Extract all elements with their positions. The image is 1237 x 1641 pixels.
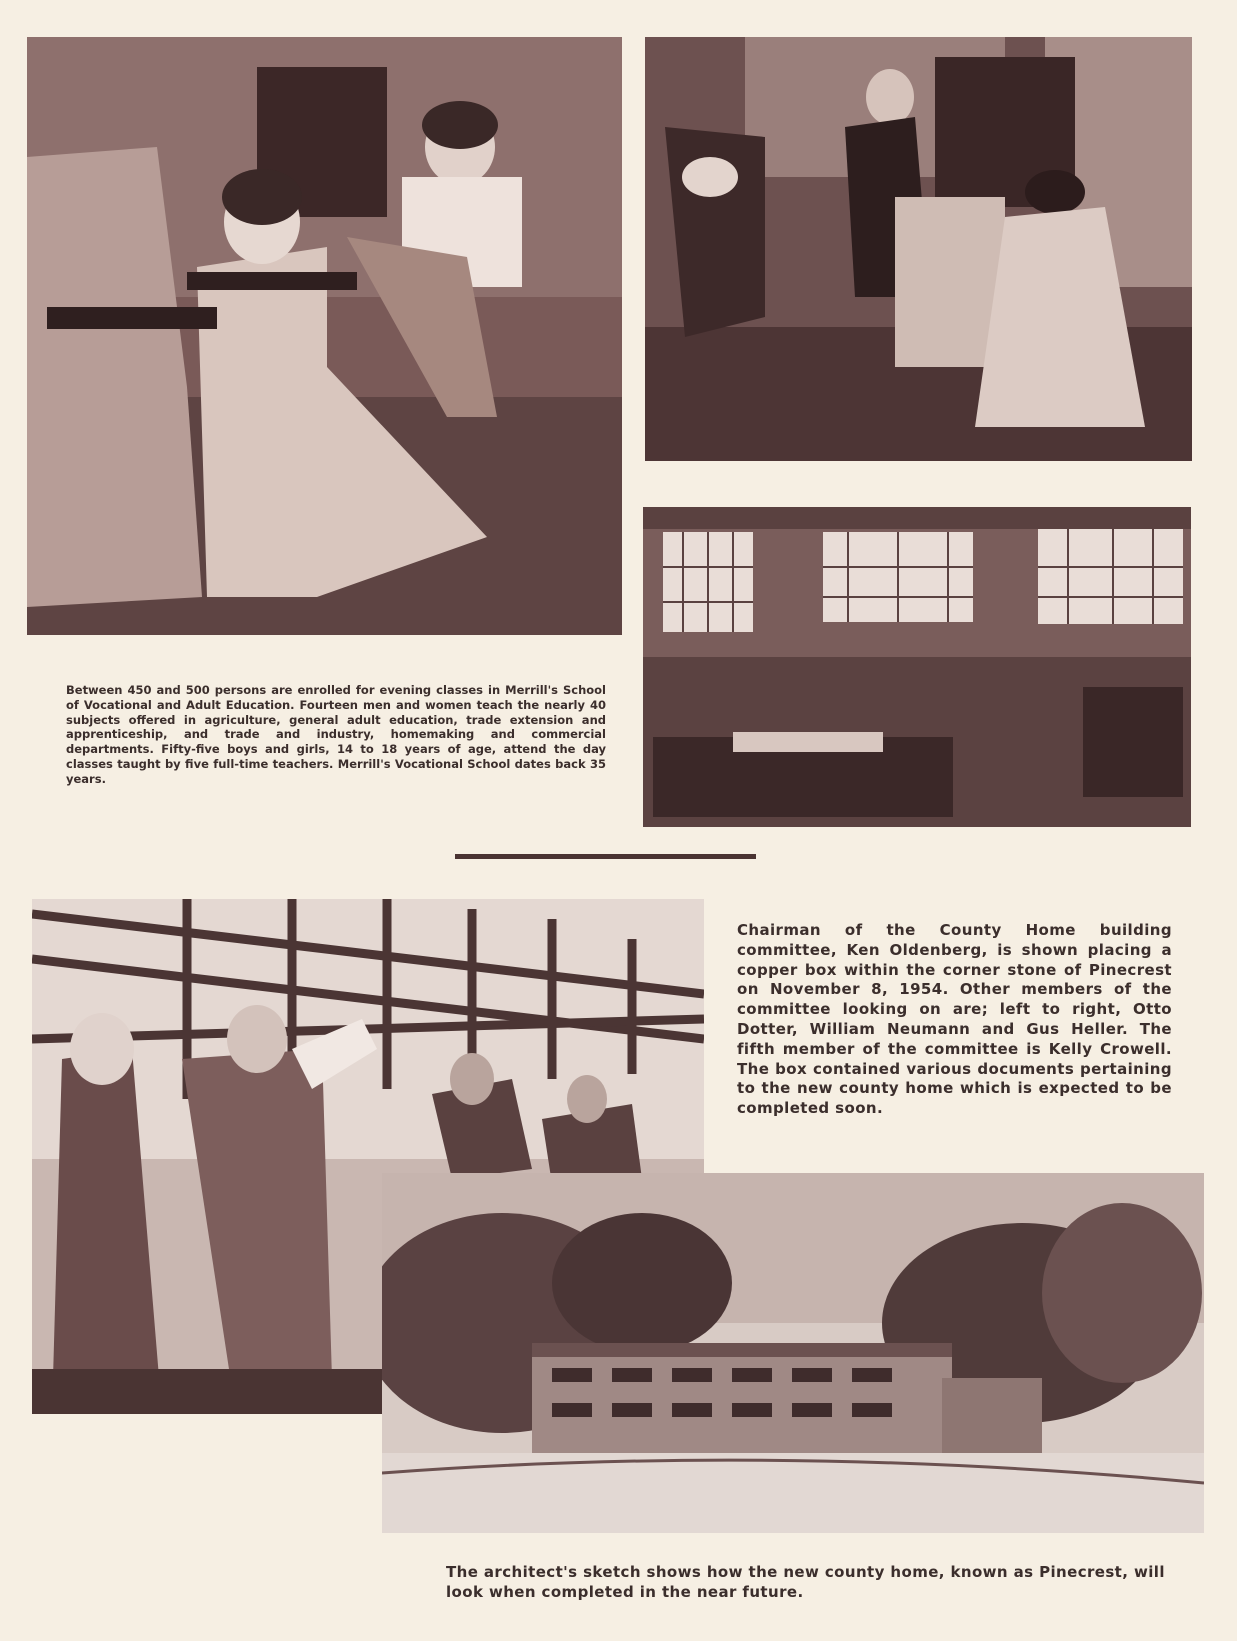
section-divider bbox=[455, 854, 756, 859]
photo-vocational-shop bbox=[643, 507, 1191, 827]
vocational-school-caption: Between 450 and 500 persons are enrolled for evening classes in Merrill's School of Vocational and Adult Education. Fourteen men and women teach the nearly 40 subjects offered in agriculture, general adult education, trade extension and apprenticeship, and trade and industry, homemaking and commercial departments. Fifty-five boys and girls, 14 to 18 years of age, attend the day classes taught by five full-time teachers. Merrill's Vocational School dates back 35 years. bbox=[66, 683, 606, 786]
cornerstone-caption: Chairman of the County Home building committee, Ken Oldenberg, is shown placing a copper box within the corner stone of Pinecrest on November 8, 1954. Other members of the committee looking on are; left to right, Otto Dotter, William Neumann and Gus Heller. The fifth member of the committee is Kelly Crowell. The box contained various documents pertaining to the new county home which is expected to be completed soon. bbox=[737, 921, 1172, 1118]
architect-sketch-caption: The architect's sketch shows how the new county home, known as Pinecrest, will look when completed in the near future. bbox=[446, 1563, 1165, 1601]
photo-upholstery-class bbox=[27, 37, 622, 635]
photo-upholstering-workshop bbox=[645, 37, 1192, 461]
photo-architect-sketch bbox=[382, 1173, 1204, 1533]
